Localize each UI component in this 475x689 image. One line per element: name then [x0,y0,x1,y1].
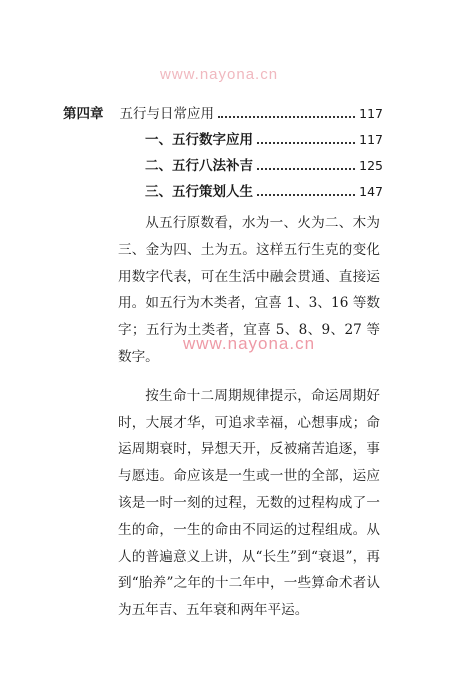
section-page-number: 125 [359,158,383,173]
section-title: 一、五行数字应用 [145,132,253,148]
dot-leader [257,142,355,144]
section-page-number: 117 [359,132,383,147]
toc-section-row[interactable] [63,128,383,154]
body-text [118,210,380,624]
toc-section-row[interactable] [63,180,383,206]
section-title: 三、五行策划人生 [145,184,253,200]
section-page-number: 147 [359,184,383,199]
section-title: 二、五行八法补吉 [145,158,253,174]
chapter-page-number: 117 [359,106,383,121]
toc-section-row[interactable] [63,154,383,180]
dot-leader [257,168,355,170]
chapter-number: 第四章 [63,106,104,122]
watermark-top: www.nayona.cn [160,66,279,83]
dot-leader [257,194,355,196]
table-of-contents [63,102,383,206]
dot-leader [218,116,355,118]
chapter-title: 五行与日常应用 [119,106,214,122]
paragraph: 按生命十二周期规律提示，命运周期好时，大展才华，可追求幸福，心想事成；命运周期衰时，异想天开，反被痛苦追逐，事与愿违。命应该是一生或一世的全部，运应该是一时一刻的过程，无数的过程构成了一生的命，一生的命由不同运的过程组成。从人的普遍意义上讲，从“长生”到“衰退”，再到“胎养”之年的十二年中，一些算命术者认为五年吉、五年衰和两年平运。 [118,387,380,619]
watermark-middle: www.nayona.cn [183,334,316,353]
toc-chapter-row[interactable] [63,102,383,128]
paragraph: 从五行原数看，水为一、火为二、木为三、金为四、土为五。这样五行生克的变化用数字代表，可在生活中融会贯通、直接运用。如五行为木类者，宜喜 1、3、16 等数字；五行为土类者，宜喜 5、8、9、27 等数字。 [118,215,380,365]
